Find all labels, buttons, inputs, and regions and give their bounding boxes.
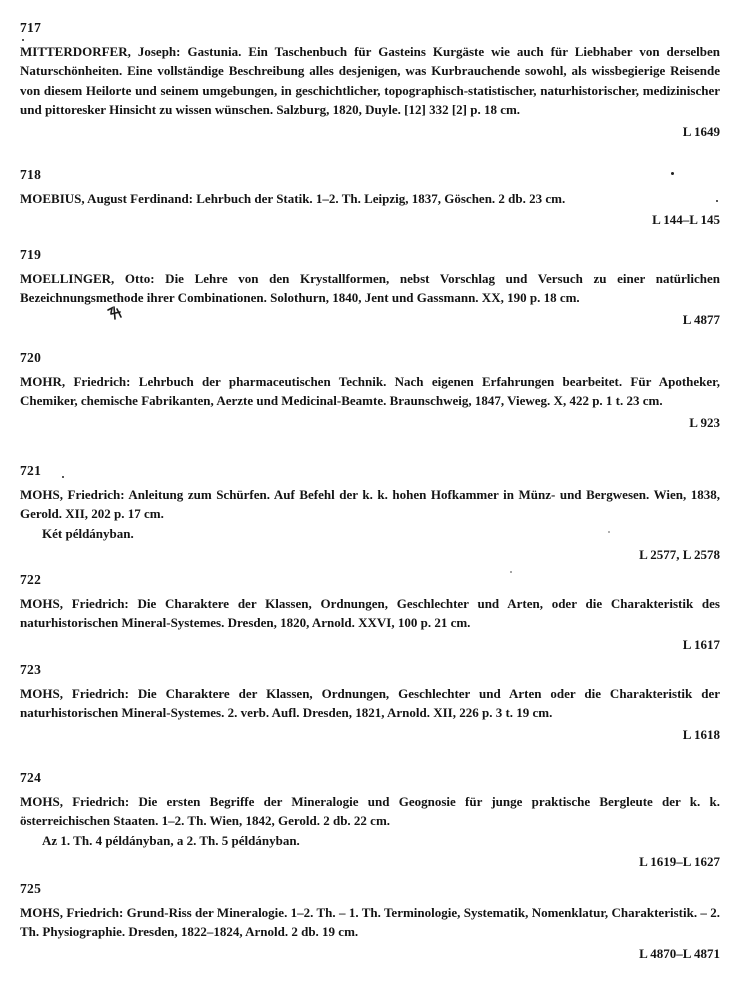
entry-number: 725 bbox=[20, 881, 42, 896]
entry-number: 718 bbox=[20, 167, 42, 182]
entry-number: 719 bbox=[20, 247, 42, 262]
entry-note: Az 1. Th. 4 példányban, a 2. Th. 5 példányban. bbox=[42, 832, 300, 848]
catalog-entry-718 bbox=[20, 165, 720, 230]
entry-number: 720 bbox=[20, 350, 42, 365]
ink-speck bbox=[608, 531, 610, 533]
catalog-entry-722 bbox=[20, 570, 720, 654]
catalog-entry-725 bbox=[20, 879, 720, 963]
entry-description: MOHS, Friedrich: Anleitung zum Schürfen. Auf Befehl der k. k. hohen Hofkammer in Münz- und Bergwesen. Wien, 1838, Gerold. XII, 202 p. 17 cm. bbox=[20, 486, 720, 521]
ink-speck bbox=[716, 200, 718, 202]
entry-description: MOHS, Friedrich: Die Charaktere der Klassen, Ordnungen, Geschlechter und Arten, oder die Charakteristik des naturhistorischen Mineral-Systemes. Dresden, 1820, Arnold. XXVI, 100 p. 21 cm. bbox=[20, 595, 720, 630]
entry-number: 721 bbox=[20, 463, 42, 478]
entry-shelfmark: L 923 bbox=[689, 414, 720, 430]
catalog-entry-717 bbox=[20, 18, 720, 141]
entry-description: MOHS, Friedrich: Die Charaktere der Klassen, Ordnungen, Geschlechter und Arten oder die Charakteristik der naturhistorischen Mineral-Systemes. 2. verb. Aufl. Dresden, 1821, Arnold. XII, 226 p. 3 t. 19 cm. bbox=[20, 685, 720, 720]
catalog-entry-720 bbox=[20, 348, 720, 432]
entry-shelfmark: L 4870–L 4871 bbox=[639, 945, 720, 961]
catalog-entry-723 bbox=[20, 660, 720, 744]
entry-shelfmark: L 1619–L 1627 bbox=[639, 854, 720, 869]
entry-number: 723 bbox=[20, 662, 42, 677]
entry-number: 722 bbox=[20, 572, 42, 587]
entry-shelfmark: L 2577, L 2578 bbox=[639, 547, 720, 562]
entry-shelfmark: L 1618 bbox=[682, 726, 720, 742]
catalog-entry-721 bbox=[20, 461, 720, 565]
entry-shelfmark: L 1649 bbox=[682, 123, 720, 139]
entry-description: MITTERDORFER, Joseph: Gastunia. Ein Taschenbuch für Gasteins Kurgäste wie auch für Liebhaber von derselben Naturschönheiten. Eine vollständige Beschreibung alles desjenigen, was Kurbrauchende sowohl, als wissbegierige Reisende von diesem Heilorte und seinem umgebungen, in geschichtlicher, topographisch-statistischer, naturhistorischer, medizinischer und pittoresker Hinsicht zu wissen wünschen. Salzburg, 1820, Duyle. [12] 332 [2] p. 18 cm. bbox=[20, 43, 720, 117]
entry-description: MOHR, Friedrich: Lehrbuch der pharmaceutischen Technik. Nach eigenen Erfahrungen bearbeitet. Für Apotheker, Chemiker, chemische Fabrikanten, Aerzte und Medicinal-Beamte. Braunschweig, 1847, Vieweg. X, 422 p. 1 t. 23 cm. bbox=[20, 373, 720, 408]
entry-shelfmark: L 4877 bbox=[682, 311, 720, 327]
entry-description: MOEBIUS, August Ferdinand: Lehrbuch der Statik. 1–2. Th. Leipzig, 1837, Göschen. 2 db. 23 cm. bbox=[20, 190, 566, 206]
entry-note: Két példányban. bbox=[42, 525, 134, 541]
entry-number: 724 bbox=[20, 770, 42, 785]
catalog-entry-724 bbox=[20, 768, 720, 872]
entry-description: MOHS, Friedrich: Die ersten Begriffe der Mineralogie und Geognosie für junge praktische Bergleute der k. k. österreichischen Staaten. 1–2. Th. Wien, 1842, Gerold. 2 db. 22 cm. bbox=[20, 793, 720, 828]
ink-speck bbox=[62, 476, 64, 478]
entry-number: 717 bbox=[20, 20, 42, 35]
ink-speck bbox=[671, 172, 674, 175]
entry-description: MOELLINGER, Otto: Die Lehre von den Krystallformen, nebst Vorschlag und Versuch zu einer natürlichen Bezeichnungsmethode ihrer Combinationen. Solothurn, 1840, Jent und Gassmann. XX, 190 p. 18 cm. bbox=[20, 270, 720, 305]
entry-shelfmark: L 144–L 145 bbox=[652, 212, 720, 227]
entry-description: MOHS, Friedrich: Grund-Riss der Mineralogie. 1–2. Th. – 1. Th. Terminologie, Systematik, Nomenklatur, Charakteristik. – 2. Th. Physiographie. Dresden, 1822–1824, Arnold. 2 db. 19 cm. bbox=[20, 904, 720, 939]
ink-speck bbox=[22, 39, 24, 41]
ink-speck bbox=[510, 571, 512, 573]
catalog-entry-719 bbox=[20, 245, 720, 329]
handwritten-mark-icon bbox=[106, 304, 124, 322]
entry-shelfmark: L 1617 bbox=[682, 636, 720, 652]
